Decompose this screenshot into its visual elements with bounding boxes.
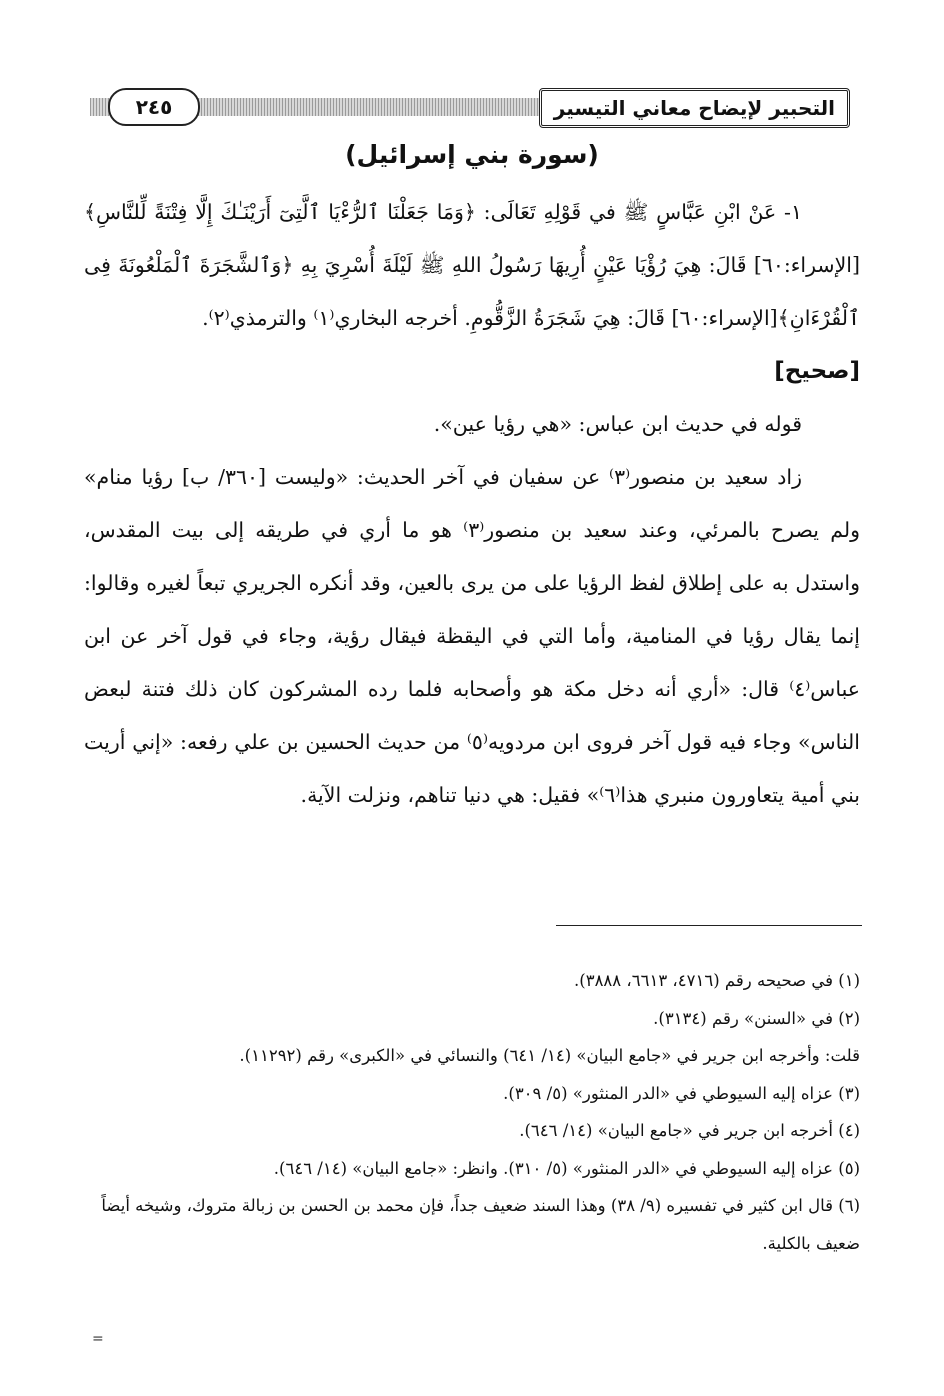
page-header bbox=[90, 86, 850, 130]
book-title: التحبير لإيضاح معاني التيسير bbox=[539, 88, 850, 128]
footnote: قلت: وأخرجه ابن جرير في «جامع البيان» (١٤/ ٦٤١) والنسائي في «الكبرى» رقم (١١٢٩٢). bbox=[239, 1046, 860, 1065]
hadith-paragraph: ١- عَنْ ابْنِ عَبَّاسٍ ﷺ في قَوْلِهِ تَعَالَى: ﴿وَمَا جَعَلْنَا ٱلرُّءْيَا ٱلَّتِىٓ أَرَيْنَـٰكَ إِلَّا فِتْنَةً لِّلنَّاسِ﴾[الإسراء:٦٠] قَالَ: هِيَ رُؤْيَا عَيْنٍ أُرِيهَا رَسُولُ اللهِ ﷺ لَيْلَةَ أُسْرِيَ بِهِ ﴿وَٱلشَّجَرَةَ ٱلْمَلْعُونَةَ فِى ٱلْقُرْءَانِ﴾[الإسراء:٦٠] قَالَ: هِيَ شَجَرَةُ الزَّقُّومِ. أخرجه البخاري⁽١⁾ والترمذي⁽٢⁾. bbox=[84, 200, 860, 330]
hadith-grade: [صحيح] bbox=[774, 358, 860, 384]
main-text bbox=[84, 186, 860, 822]
footnote: (٢) في «السنن» رقم (٣١٣٤). bbox=[653, 1008, 860, 1028]
footnote-separator bbox=[556, 925, 862, 926]
page-number: ٢٤٥ bbox=[108, 88, 200, 126]
footnote: (٤) أخرجه ابن جرير في «جامع البيان» (١٤/ ٦٤٦). bbox=[519, 1121, 860, 1140]
footnote: (١) في صحيحه رقم (٤٧١٦، ٦٦١٣، ٣٨٨٨). bbox=[574, 971, 860, 990]
commentary-paragraph: زاد سعيد بن منصور⁽٣⁾ عن سفيان في آخر الحديث: «وليست [٣٦٠/ ب] رؤيا منام» ولم يصرح بالمرئي، وعند سعيد بن منصور⁽٣⁾ هو ما أري في طريقه إلى بيت المقدس، واستدل به على إطلاق لفظ الرؤيا على من يرى بالعين، وقد أنكره الجريري تبعاً لغيره وقالوا: إنما يقال رؤيا في المنامية، وأما التي في اليقظة فيقال رؤية، وجاء في قول آخر عن ابن عباس⁽٤⁾ قال: «أري أنه دخل مكة هو وأصحابه فلما رده المشركون كان ذلك فتنة لبعض الناس» وجاء فيه قول آخر فروى ابن مردويه⁽٥⁾ من حديث الحسين بن علي رفعه: «إني أريت بني أمية يتعاورون منبري هذا⁽٦⁾» فقيل: هي دنيا تناهم، ونزلت الآية. bbox=[84, 465, 860, 807]
footnote: (٥) عزاه إليه السيوطي في «الدر المنثور» (٥/ ٣١٠). وانظر: «جامع البيان» (١٤/ ٦٤٦). bbox=[273, 1158, 860, 1178]
footer-mark: = bbox=[92, 1331, 104, 1347]
footnote: (٦) قال ابن كثير في تفسيره (٩/ ٣٨) وهذا السند ضعيف جداً، فإن محمد بن الحسن بن زبالة متروك، وشيخه أيضاً ضعيف بالكلية. bbox=[101, 1196, 860, 1253]
footnotes bbox=[84, 962, 860, 1262]
commentary-paragraph: قوله في حديث ابن عباس: «هي رؤيا عين». bbox=[433, 412, 802, 436]
surah-title: (سورة بني إسرائيل) bbox=[345, 140, 599, 169]
footnote: (٣) عزاه إليه السيوطي في «الدر المنثور» (٥/ ٣٠٩). bbox=[503, 1083, 860, 1103]
